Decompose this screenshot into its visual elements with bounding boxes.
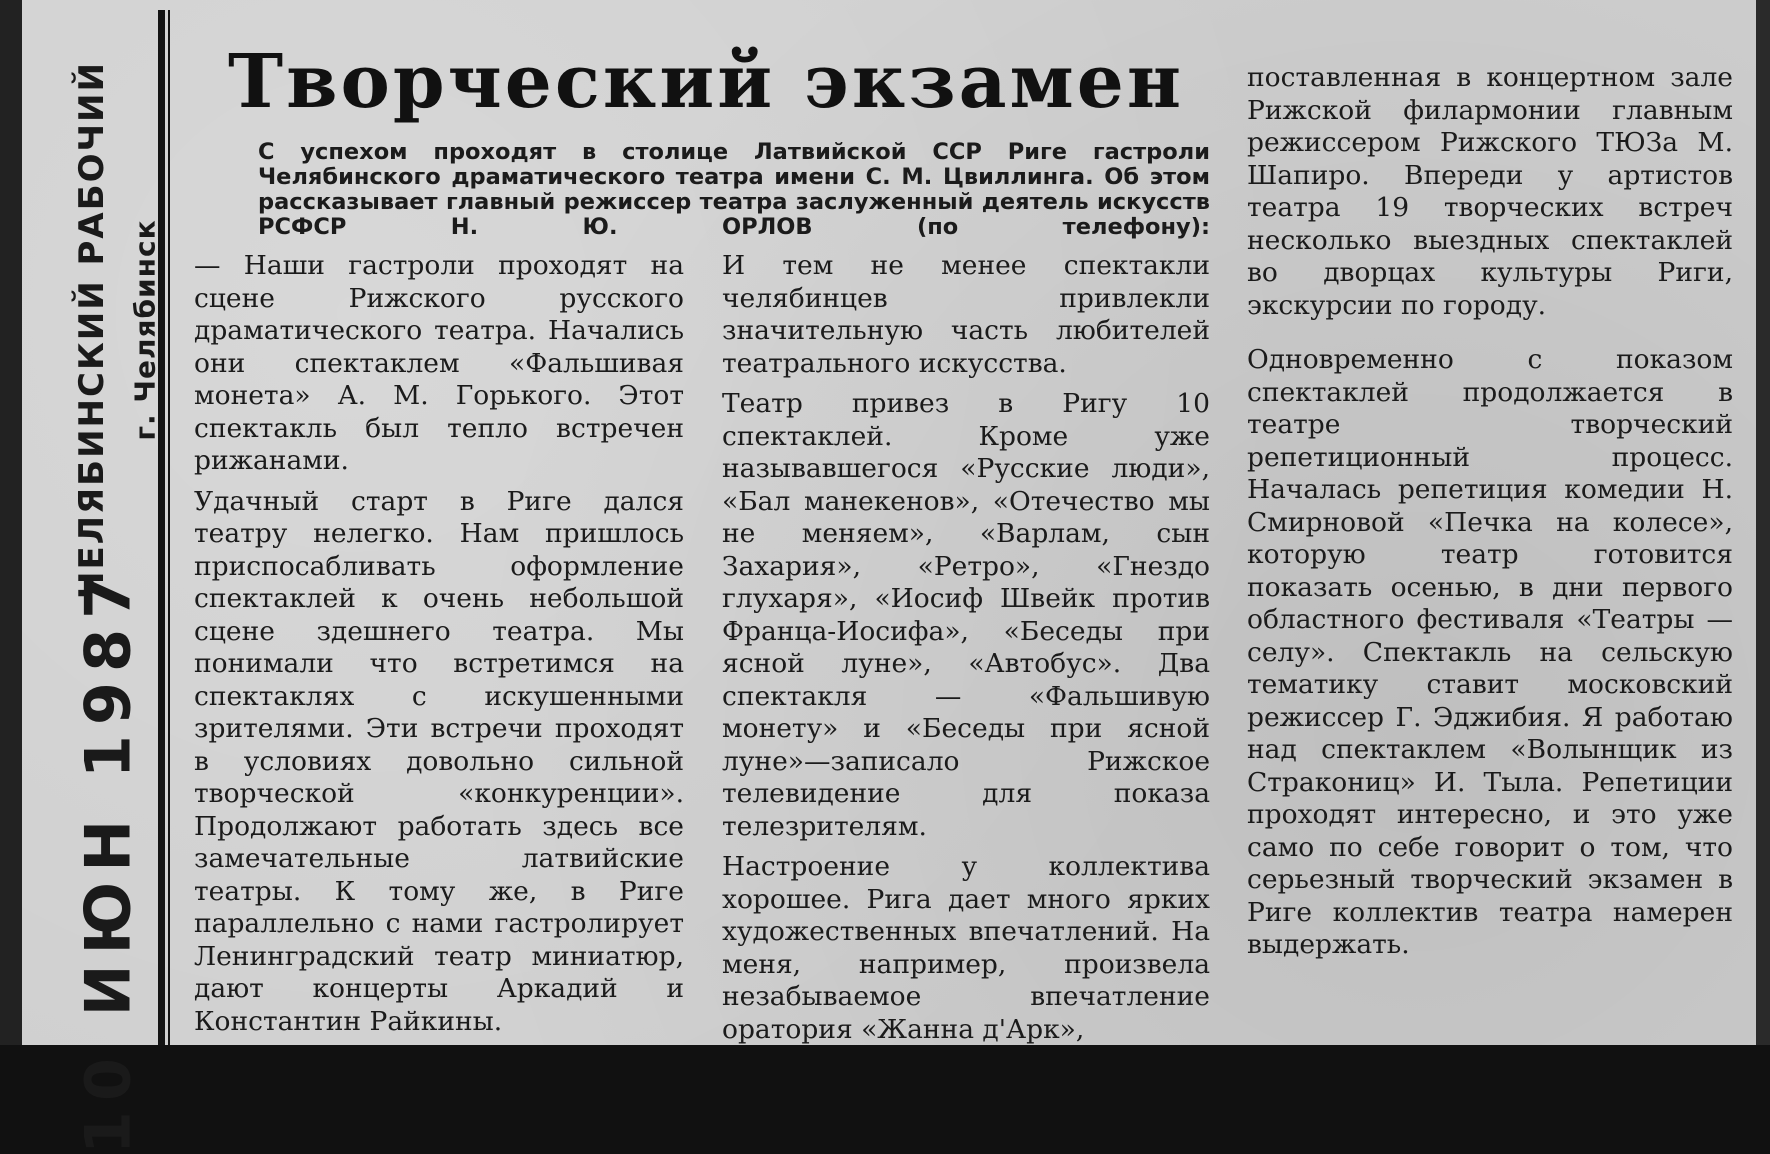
- article-column-1: [194, 250, 684, 1038]
- scan-border-right: [1756, 0, 1770, 1045]
- stamp-rule-thin: [168, 10, 170, 1045]
- stamp-newspaper-name: ЧЕЛЯБИНСКИЙ РАБОЧИЙ: [72, 61, 112, 599]
- paragraph: И тем не менее спектакли челябинцев привлекли значительную часть любителей театрального искусства.: [722, 250, 1210, 379]
- paragraph: Удачный старт в Риге дался театру нелегко. Нам пришлось приспосабливать оформление спектаклей к очень небольшой сцене здешнего театра. Мы понимали что встретимся на спектаклях с искушенными зрителями. Эти встречи проходят в условиях довольно сильной творческой «конкуренции». Продолжают работать здесь все замечательные латвийские театры. К тому же, в Риге параллельно с нами гастролирует Ленинградский театр миниатюр, дают концерты Аркадий и Константин Райкины.: [194, 485, 684, 1037]
- paragraph: Настроение у коллектива хорошее. Рига дает много ярких художественных впечатлений. На меня, например, произвела незабываемое впечатление оратория «Жанна д'Арк»,: [722, 851, 1210, 1045]
- paragraph: Одновременно с показом спектаклей продолжается в театре творческий репетиционный процесс. Началась репетиция комедии Н. Смирновой «Печка на колесе», которую театр готовится показать осенью, в дни первого областного фестиваля «Театры — селу». Спектакль на сельскую тематику ставит московский режиссер Г. Эджибия. Я работаю над спектаклем «Волынщик из Стракониц» И. Тыла. Репетиции проходят интересно, и это уже само по себе говорит о том, что серьезный творческий экзамен в Риге коллектив театра намерен выдержать.: [1247, 344, 1733, 960]
- paragraph: поставленная в концертном зале Рижской филармонии главным режиссером Рижского ТЮЗа М. Шапиро. Впереди у артистов театра 19 творческих встреч несколько выездных спектаклей во дворцах культуры Риги, экскурсии по городу.: [1247, 62, 1733, 321]
- stamp-city: г. Челябинск: [128, 219, 162, 441]
- article-headline: Творческий экзамен: [228, 39, 1185, 125]
- paragraph: — Наши гастроли проходят на сцене Рижского русского драматического театра. Начались они спектаклем «Фальшивая монета» А. М. Горького. Этот спектакль был тепло встречен рижанами.: [194, 250, 684, 476]
- article-lead: С успехом проходят в столице Латвийской ССР Риге гастроли Челябинского драматического театра имени С. М. Цвиллинга. Об этом рассказывает главный режиссер театра заслуженный деятель искусств РСФСР Н. Ю. ОРЛОВ (по телефону):: [258, 139, 1210, 240]
- article-column-2: [722, 250, 1210, 1046]
- article-column-3: [1247, 62, 1733, 962]
- paragraph: Театр привез в Ригу 10 спектаклей. Кроме уже называвшегося «Русские люди», «Бал манекенов», «Отечество мы не меняем», «Варлам, сын Захария», «Ретро», «Гнездо глухаря», «Иосиф Швейк против Франца-Иосифа», «Беседы при ясной луне», «Автобус». Два спектакля — «Фальшивую монету» и «Беседы при ясной луне»—записало Рижское телевидение для показа телезрителям.: [722, 388, 1210, 842]
- scan-border-left: [0, 0, 22, 1045]
- stamp-date: 10 ИЮН 1987: [71, 565, 145, 1154]
- stamp-rule: [158, 10, 165, 1045]
